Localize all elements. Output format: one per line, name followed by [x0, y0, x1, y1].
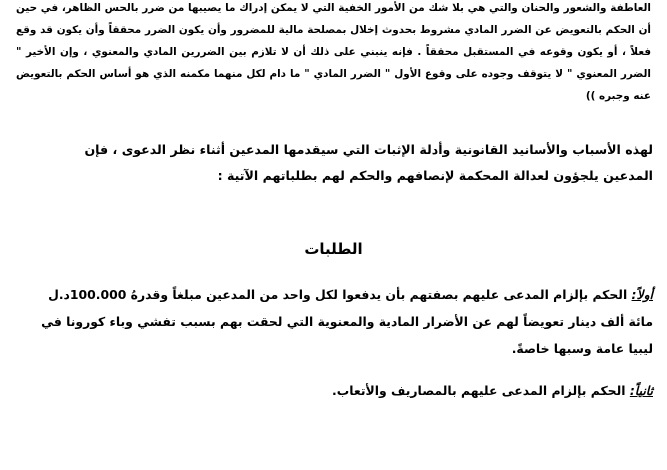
request-text-first: الحكم بإلزام المدعى عليهم بصفتهم بأن يدفعوا لكل واحد من المدعين مبلغاً وقدرهُ 100.000د.ل مائة ألف دينار تعويضاً لهم عن الأضرار المادية والمعنوية التي لحقت بهم بسبب تفشي وباء كورونا في ليبيا عامة وسبها خاصةً.: [41, 287, 653, 356]
intro-paragraph: لهذه الأسباب والأسانيد القانونية وأدلة الإثبات التي سيقدمها المدعين أثناء نظر الدعوى ، فإن المدعين يلجؤون لعدالة المحكمة لإنصافهم والحكم لهم بطلباتهم الآتية :: [84, 142, 653, 183]
request-marker-second: ثانياً:: [629, 383, 653, 398]
request-item-first: [28, 281, 653, 362]
request-text-second: الحكم بإلزام المدعى عليهم بالمصاريف والأتعاب.: [332, 383, 626, 398]
requests-heading: الطلبات: [304, 240, 363, 258]
quoted-court-ruling-paragraph: العاطفة والشعور والحنان والتي هي بلا شك من الأمور الخفية التي لا يمكن إدراك ما يصيبها من ضرر بالحس الظاهر، في حين أن الحكم بالتعويض عن الضرر المادي مشروط بحدوث إخلال بمصلحة مالية للمضرور وأن يكون الضرر محققاً وأن يكون قد وقع فعلاً ، أو يكون وقوعه في المستقبل محققاً . فإنه ينبني على ذلك أن لا تلازم بين الضررين المادي والمعنوي ، وإن الأخير " الضرر المعنوي " لا يتوقف وجوده على وقوع الأول " الضرر المادي " ما دام لكل منهما مكمنه الذي هو أساس الحكم بالتعويض عنه وجبره )): [16, 2, 651, 102]
request-item-second: [28, 377, 653, 404]
request-marker-first: أولاً:: [631, 287, 653, 302]
